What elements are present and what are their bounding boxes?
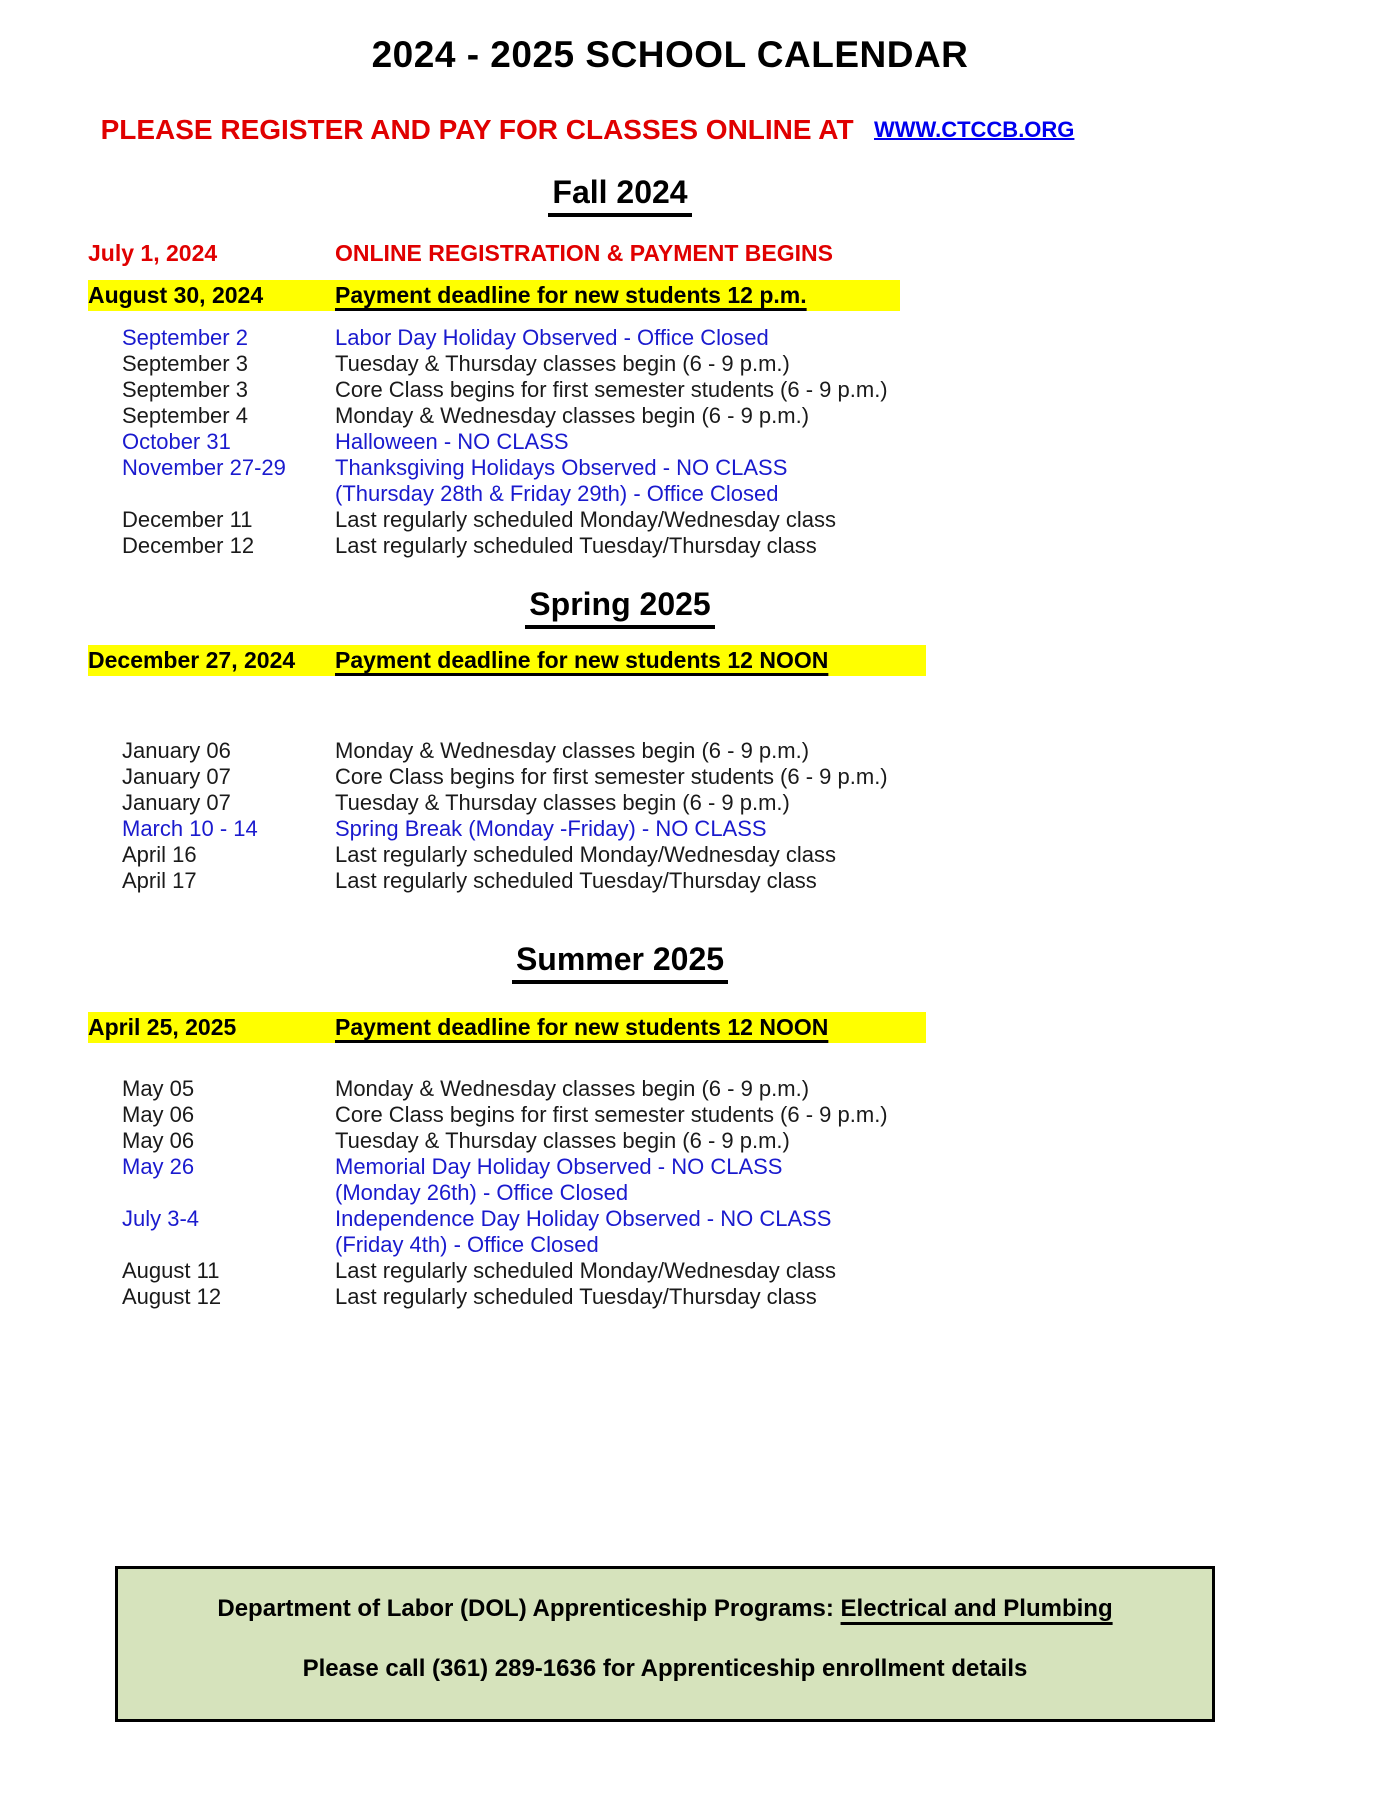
event-row xyxy=(88,1180,1188,1206)
event-row xyxy=(88,377,1188,403)
event-date: May 05 xyxy=(122,1076,195,1101)
event-date: January 07 xyxy=(122,790,231,815)
apprenticeship-phone-line: Please call (361) 289-1636 for Apprenticeship enrollment details xyxy=(302,1655,1028,1682)
section-heading-fall: Fall 2024 xyxy=(0,174,1240,211)
event-row xyxy=(88,429,1188,455)
event-row xyxy=(88,351,1188,377)
event-date: May 06 xyxy=(122,1128,195,1153)
apprenticeship-line-prefix: Department of Labor (DOL) Apprenticeship Programs: xyxy=(217,1595,834,1622)
event-text: Tuesday & Thursday classes begin (6 - 9 p.m.) xyxy=(335,351,790,376)
event-date xyxy=(88,481,335,507)
deadline-text: Payment deadline for new students 12 NOON xyxy=(335,1014,829,1040)
event-date: October 31 xyxy=(122,429,231,454)
event-date: September 4 xyxy=(122,403,248,428)
event-text: Last regularly scheduled Tuesday/Thursday class xyxy=(335,868,817,893)
event-text: Memorial Day Holiday Observed - NO CLASS xyxy=(335,1154,783,1179)
event-row xyxy=(88,455,1188,481)
event-row xyxy=(88,507,1188,533)
deadline-text: Payment deadline for new students 12 NOON xyxy=(335,647,829,673)
event-text: Tuesday & Thursday classes begin (6 - 9 p.m.) xyxy=(335,790,790,815)
event-text: (Friday 4th) - Office Closed xyxy=(335,1232,599,1257)
apprenticeship-programs-names: Electrical and Plumbing xyxy=(840,1595,1113,1622)
event-row xyxy=(88,1076,1188,1102)
event-text: Last regularly scheduled Tuesday/Thursday class xyxy=(335,533,817,558)
notice-date: July 1, 2024 xyxy=(88,240,218,266)
event-row xyxy=(88,764,1188,790)
event-date: April 17 xyxy=(122,868,197,893)
event-date: January 06 xyxy=(122,738,231,763)
deadline-date: April 25, 2025 xyxy=(88,1014,237,1040)
event-date: September 3 xyxy=(122,351,248,376)
event-text: Last regularly scheduled Monday/Wednesday class xyxy=(335,842,836,867)
section-heading-spring: Spring 2025 xyxy=(0,586,1240,623)
apprenticeship-programs-line xyxy=(118,1595,1212,1623)
event-date: May 06 xyxy=(122,1102,195,1127)
event-row xyxy=(88,842,1188,868)
event-date: December 12 xyxy=(122,533,255,558)
event-date: August 12 xyxy=(122,1284,222,1309)
event-row xyxy=(88,1258,1188,1284)
event-text: Monday & Wednesday classes begin (6 - 9 p.m.) xyxy=(335,1076,810,1101)
event-row xyxy=(88,1206,1188,1232)
event-date: May 26 xyxy=(122,1154,195,1179)
deadline-date: December 27, 2024 xyxy=(88,647,296,673)
event-date xyxy=(88,1232,335,1258)
event-date: January 07 xyxy=(122,764,231,789)
event-list-fall xyxy=(88,325,1188,559)
register-notice: PLEASE REGISTER AND PAY FOR CLASSES ONLINE AT xyxy=(100,114,854,145)
event-text: Core Class begins for first semester students (6 - 9 p.m.) xyxy=(335,764,888,789)
event-date: April 16 xyxy=(122,842,197,867)
event-text: Thanksgiving Holidays Observed - NO CLASS xyxy=(335,455,788,480)
event-row xyxy=(88,738,1188,764)
event-row xyxy=(88,1284,1188,1310)
event-text: Independence Day Holiday Observed - NO CLASS xyxy=(335,1206,832,1231)
registration-notice-row xyxy=(88,240,833,267)
deadline-row-fall xyxy=(88,280,900,311)
event-text: Spring Break (Monday -Friday) - NO CLASS xyxy=(335,816,767,841)
event-list-summer xyxy=(88,1076,1188,1310)
event-date: December 11 xyxy=(122,507,253,532)
event-date: March 10 - 14 xyxy=(122,816,258,841)
event-date: September 3 xyxy=(122,377,248,402)
apprenticeship-box xyxy=(115,1566,1215,1722)
notice-text: ONLINE REGISTRATION & PAYMENT BEGINS xyxy=(335,240,833,266)
event-text: Core Class begins for first semester students (6 - 9 p.m.) xyxy=(335,377,888,402)
event-text: Monday & Wednesday classes begin (6 - 9 p.m.) xyxy=(335,738,810,763)
event-text: Last regularly scheduled Tuesday/Thursday class xyxy=(335,1284,817,1309)
event-text: Last regularly scheduled Monday/Wednesday class xyxy=(335,507,836,532)
deadline-date: August 30, 2024 xyxy=(88,282,264,308)
event-text: Halloween - NO CLASS xyxy=(335,429,569,454)
event-row xyxy=(88,790,1188,816)
register-line xyxy=(0,114,1175,146)
event-row xyxy=(88,1154,1188,1180)
event-text: (Monday 26th) - Office Closed xyxy=(335,1180,629,1205)
event-row xyxy=(88,325,1188,351)
event-row xyxy=(88,403,1188,429)
deadline-row-spring xyxy=(88,645,926,676)
event-date: November 27-29 xyxy=(122,455,286,480)
event-date: July 3-4 xyxy=(122,1206,200,1231)
event-text: Labor Day Holiday Observed - Office Closed xyxy=(335,325,769,350)
event-date: August 11 xyxy=(122,1258,220,1283)
page-title: 2024 - 2025 SCHOOL CALENDAR xyxy=(371,34,969,75)
deadline-text: Payment deadline for new students 12 p.m. xyxy=(335,282,807,308)
event-text: Last regularly scheduled Monday/Wednesday class xyxy=(335,1258,836,1283)
event-list-spring xyxy=(88,738,1188,894)
event-row xyxy=(88,481,1188,507)
event-row xyxy=(88,533,1188,559)
event-row xyxy=(88,1232,1188,1258)
event-text: Core Class begins for first semester students (6 - 9 p.m.) xyxy=(335,1102,888,1127)
event-date xyxy=(88,1180,335,1206)
event-row xyxy=(88,868,1188,894)
section-heading-summer: Summer 2025 xyxy=(0,941,1240,978)
deadline-row-summer xyxy=(88,1012,926,1043)
event-row xyxy=(88,816,1188,842)
event-date: September 2 xyxy=(122,325,248,350)
event-row xyxy=(88,1102,1188,1128)
event-text: Monday & Wednesday classes begin (6 - 9 p.m.) xyxy=(335,403,810,428)
event-text: (Thursday 28th & Friday 29th) - Office Closed xyxy=(335,481,779,506)
event-text: Tuesday & Thursday classes begin (6 - 9 p.m.) xyxy=(335,1128,790,1153)
register-link[interactable]: WWW.CTCCB.ORG xyxy=(874,117,1075,142)
event-row xyxy=(88,1128,1188,1154)
